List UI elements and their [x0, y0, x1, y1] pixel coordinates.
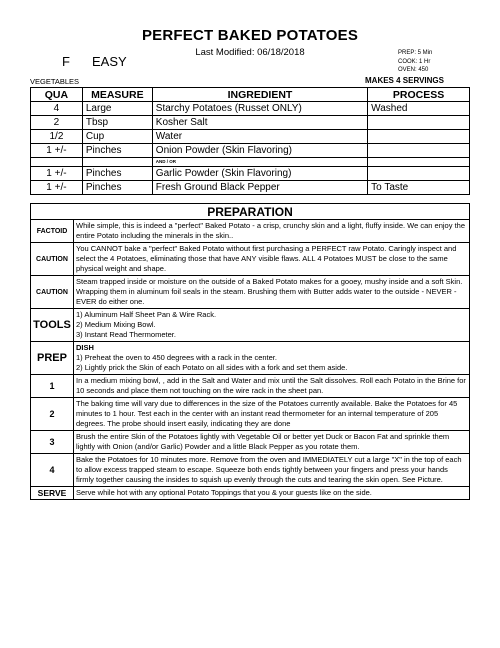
ingredient-name: Garlic Powder (Skin Flavoring)	[152, 167, 367, 181]
ingredient-qty: 1 +/-	[31, 167, 83, 181]
ingredient-process	[368, 116, 470, 130]
servings-label: MAKES 4 SERVINGS	[365, 76, 444, 85]
row-text: While simple, this is indeed a "perfect" Baked Potato - a crisp, crunchy skin and a light, fluffy inside. We can enjoy the entire Potato including the minerals in the skin..	[74, 220, 470, 243]
prep-row	[31, 375, 470, 398]
ingredient-row	[31, 102, 470, 116]
ingredient-process	[368, 130, 470, 144]
header-ingredient: INGREDIENT	[152, 88, 367, 102]
ingredient-qty: 1 +/-	[31, 144, 83, 158]
ingredient-measure: Tbsp	[82, 116, 152, 130]
ingredient-row	[31, 167, 470, 181]
tool-line: 2) Medium Mixing Bowl.	[76, 320, 156, 329]
row-label: 2	[31, 398, 74, 431]
row-text	[74, 342, 470, 375]
ingredient-measure: Large	[82, 102, 152, 116]
prep-row	[31, 220, 470, 243]
preparation-table	[30, 203, 470, 500]
row-text: Steam trapped inside or moisture on the outside of a Baked Potato makes for a gooey, mushy inside and a soft Skin. Wrapping them in aluminum foil seals in the steam. Brushing them with Butter adds water to the outside - NEVER - EVER do either one.	[74, 276, 470, 309]
category-label: VEGETABLES	[30, 77, 80, 86]
row-label: 3	[31, 431, 74, 454]
ingredient-measure: Pinches	[82, 181, 152, 195]
row-label: PREP	[31, 342, 74, 375]
prep-row	[31, 276, 470, 309]
row-label: FACTOID	[31, 220, 74, 243]
last-modified: Last Modified: 06/18/2018	[195, 47, 305, 58]
prep-row	[31, 487, 470, 500]
grade-label: F	[62, 54, 70, 69]
prep-row	[31, 309, 470, 342]
row-text: In a medium mixing bowl, , add in the Salt and Water and mix until the Salt dissolves. Roll each Potato in the Brine for 10 seconds and place them not touching on the wire rack in the sheet pan.	[74, 375, 470, 398]
ingredient-name: Fresh Ground Black Pepper	[152, 181, 367, 195]
row-text: You CANNOT bake a "perfect" Baked Potato without first purchasing a PERFECT raw Potato. Caringly inspect and select the 4 Potatoes, eliminating those that have ANY visible flaws. ALL 4 Potatoes MUST be close to the same physical weight and shape.	[74, 243, 470, 276]
ingredient-name: Water	[152, 130, 367, 144]
difficulty-label: EASY	[92, 54, 127, 69]
ingredient-qty: 2	[31, 116, 83, 130]
header-qua: QUA	[31, 88, 83, 102]
prep-row	[31, 342, 470, 375]
tool-line: 3) Instant Read Thermometer.	[76, 330, 176, 339]
prep-row	[31, 398, 470, 431]
ingredient-measure: Cup	[82, 130, 152, 144]
preparation-header: PREPARATION	[31, 204, 470, 220]
and-or-label: AND / OR	[152, 158, 367, 167]
row-text	[74, 309, 470, 342]
prep-line: 1) Preheat the oven to 450 degrees with a rack in the center.	[76, 353, 277, 362]
row-label: SERVE	[31, 487, 74, 500]
separator-row	[31, 158, 470, 167]
ingredient-qty: 1/2	[31, 130, 83, 144]
row-label: CAUTION	[31, 276, 74, 309]
row-label: 1	[31, 375, 74, 398]
row-text: Brush the entire Skin of the Potatoes lightly with Vegetable Oil or better yet Duck or Bacon Fat and sprinkle them lightly with Onion (and/or Garlic) Powder and a little Black Pepper as you rotate them.	[74, 431, 470, 454]
ingredient-measure: Pinches	[82, 167, 152, 181]
row-text: Serve while hot with any optional Potato Toppings that you & your guests like on the side.	[74, 487, 470, 500]
dish-heading: DISH	[76, 343, 94, 352]
ingredient-process: Washed	[368, 102, 470, 116]
tool-line: 1) Aluminum Half Sheet Pan & Wire Rack.	[76, 310, 217, 319]
ingredient-qty: 1 +/-	[31, 181, 83, 195]
ingredient-measure: Pinches	[82, 144, 152, 158]
cook-time: COOK: 1 Hr	[398, 59, 431, 65]
ingredient-row	[31, 130, 470, 144]
ingredient-process	[368, 167, 470, 181]
prep-row	[31, 243, 470, 276]
ingredient-name: Starchy Potatoes (Russet ONLY)	[152, 102, 367, 116]
prep-row	[31, 431, 470, 454]
ingredients-table	[30, 87, 470, 195]
preparation-header-row	[31, 204, 470, 220]
recipe-title: PERFECT BAKED POTATOES	[141, 27, 359, 44]
header-measure: MEASURE	[82, 88, 152, 102]
ingredient-row	[31, 116, 470, 130]
oven-temp: OVEN: 450	[398, 67, 429, 73]
ingredient-name: Onion Powder (Skin Flavoring)	[152, 144, 367, 158]
ingredient-row	[31, 181, 470, 195]
ingredient-row	[31, 144, 470, 158]
ingredient-process	[368, 144, 470, 158]
ingredient-name: Kosher Salt	[152, 116, 367, 130]
row-label: CAUTION	[31, 243, 74, 276]
row-label: 4	[31, 454, 74, 487]
ingredient-process: To Taste	[368, 181, 470, 195]
row-text: Bake the Potatoes for 10 minutes more. Remove from the oven and IMMEDIATELY cut a large "X" in the top of each to allow excess trapped steam to escape. Squeeze both ends tightly between your fingers and press your hands firmly together causing the insides to squish up evenly through the cuts and tearing the skin open. See Picture.	[74, 454, 470, 487]
prep-time: PREP: 5 Min	[398, 50, 433, 56]
prep-row	[31, 454, 470, 487]
ingredients-header-row	[31, 88, 470, 102]
ingredient-qty: 4	[31, 102, 83, 116]
prep-line: 2) Lightly prick the Skin of each Potato on all sides with a fork and set them aside.	[76, 363, 348, 372]
row-label: TOOLS	[31, 309, 74, 342]
row-text: The baking time will vary due to differences in the size of the Potatoes currently available. Bake the Potatoes for 45 minutes to 1 hour. Test each in the center with an instant read thermometer for an internal temperature of 205 degrees. The probe should insert easily, indicating they are done	[74, 398, 470, 431]
header-process: PROCESS	[368, 88, 470, 102]
